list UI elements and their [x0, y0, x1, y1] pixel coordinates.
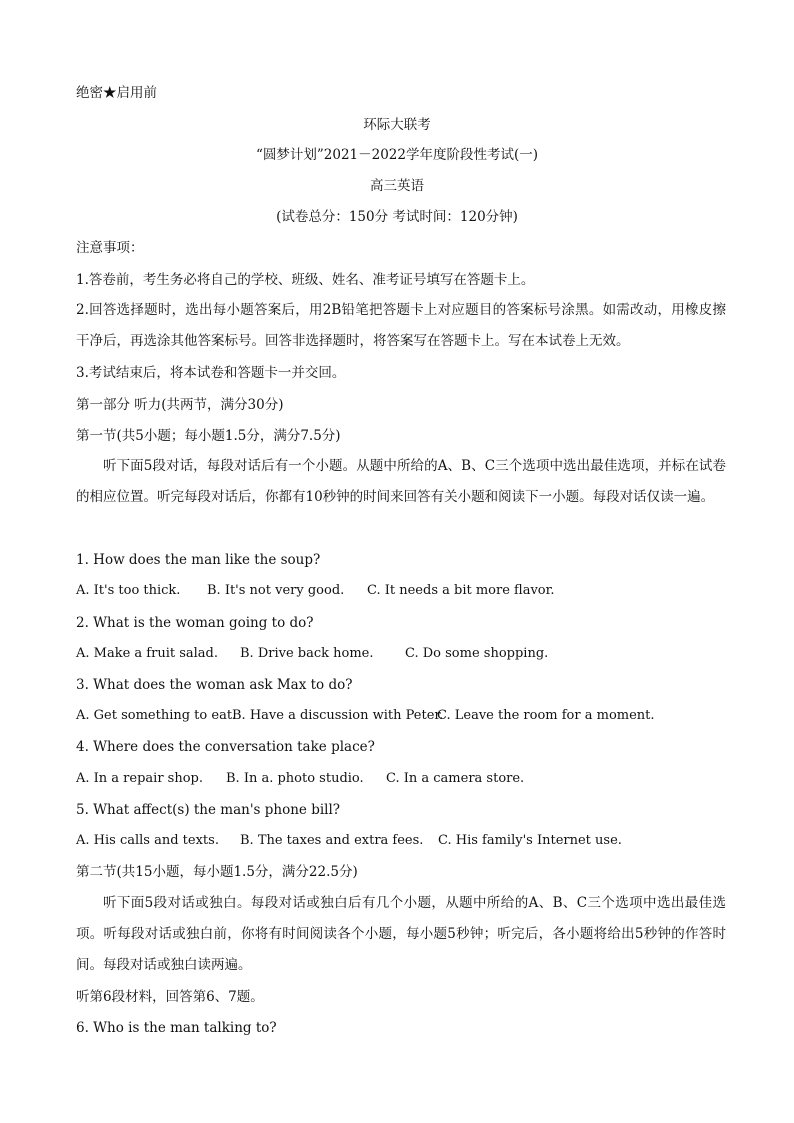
note-item-2: 2.回答选择题时，选出每小题答案后，用2B铅笔把答题卡上对应题目的答案标号涂黑。如需改动，用橡皮擦干净后，再选涂其他答案标号。回答非选择题时，将答案写在答题卡上。写在本试卷上无效。: [76, 302, 726, 349]
subject-title: 高三英语: [370, 178, 424, 194]
notes-title: 注意事项：: [76, 240, 144, 256]
q2-option-c: C. Do some shopping.: [405, 646, 549, 661]
question-6: 6. Who is the man talking to?: [76, 1020, 277, 1036]
q2-option-a: A. Make a fruit salad.: [76, 646, 218, 661]
q3-option-c: C. Leave the room for a moment.: [437, 708, 655, 723]
score-time: (试卷总分：150分 考试时间：120分钟): [276, 209, 518, 225]
note-item-1: 1.答卷前，考生务必将自己的学校、班级、姓名、准考证号填写在答题卡上。: [76, 272, 535, 288]
question-3: 3. What does the woman ask Max to do?: [76, 677, 353, 693]
q5-option-b: B. The taxes and extra fees.: [240, 833, 424, 848]
organizer-title: 环际大联考: [363, 117, 431, 133]
q1-option-c: C. It needs a bit more flavor.: [367, 583, 555, 598]
question-1: 1. How does the man like the soup?: [76, 552, 321, 568]
q4-option-a: A. In a repair shop.: [76, 771, 203, 786]
section2-instructions: 听下面5段对话或独白。每段对话或独白后有几个小题，从题中所给的A、B、C三个选项中选出最佳选项。听每段对话或独白前，你将有时间阅读各个小题，每小题5秒钟；听完后，各小题将给出5秒钟的作答时间。每段对话或独白读两遍。: [76, 895, 726, 973]
q1-option-b: B. It's not very good.: [207, 583, 345, 598]
q3-option-a: A. Get something to eat.: [76, 708, 237, 723]
section1-instructions: 听下面5段对话，每段对话后有一个小题。从题中所给的A、B、C三个选项中选出最佳选项，并标在试卷的相应位置。听完每段对话后，你都有10秒钟的时间来回答有关小题和阅读下一小题。每段对话仅读一遍。: [76, 458, 726, 505]
question-4: 4. Where does the conversation take place?: [76, 739, 375, 755]
section1-title: 第一节(共5小题；每小题1.5分，满分7.5分): [76, 428, 341, 444]
q4-option-b: B. In a. photo studio.: [226, 771, 364, 786]
q3-option-b: B. Have a discussion with Peter.: [232, 708, 444, 723]
material-6-heading: 听第6段材料，回答第6、7题。: [76, 989, 264, 1005]
part1-title: 第一部分 听力(共两节，满分30分): [76, 397, 284, 413]
q4-option-c: C. In a camera store.: [386, 771, 525, 786]
q5-option-c: C. His family's Internet use.: [438, 833, 622, 848]
section2-title: 第二节(共15小题，每小题1.5分，满分22.5分): [76, 864, 358, 880]
q5-option-a: A. His calls and texts.: [76, 833, 219, 848]
q1-option-a: A. It's too thick.: [76, 583, 181, 598]
note-item-3: 3.考试结束后，将本试卷和答题卡一并交回。: [76, 365, 346, 381]
question-2: 2. What is the woman going to do?: [76, 615, 314, 631]
confidential-label: 绝密★启用前: [76, 85, 157, 101]
q2-option-b: B. Drive back home.: [240, 646, 374, 661]
exam-title: “圆梦计划”2021－2022学年度阶段性考试(一): [255, 147, 539, 163]
question-5: 5. What affect(s) the man's phone bill?: [76, 802, 341, 818]
